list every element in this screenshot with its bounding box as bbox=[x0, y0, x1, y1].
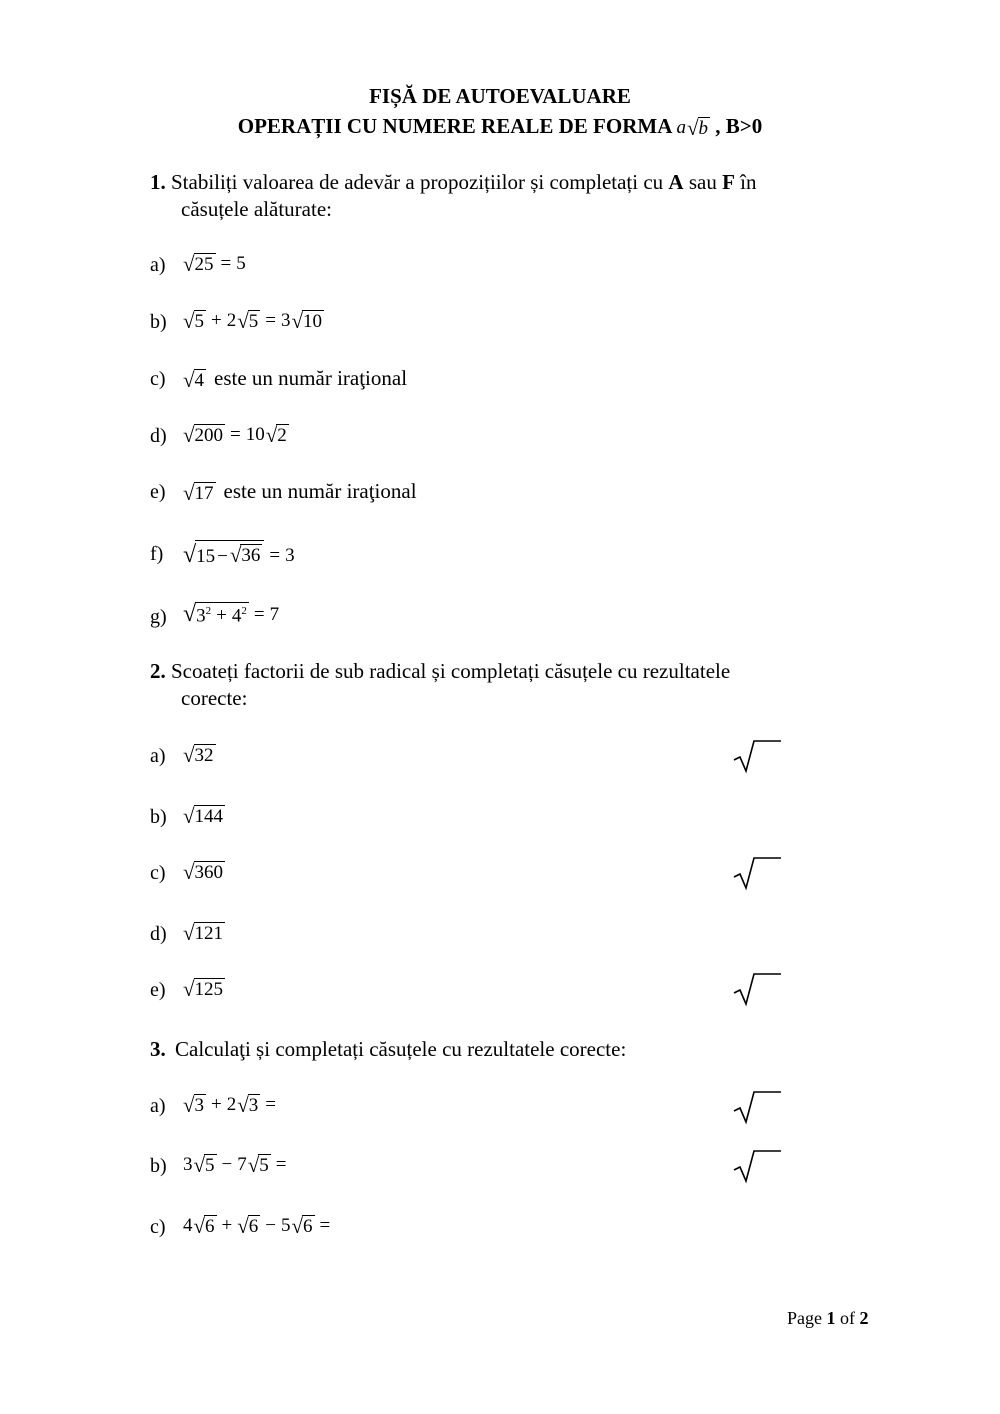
q1-a-expression: √ 25 = 5 bbox=[183, 252, 246, 276]
item-letter: b) bbox=[150, 311, 167, 333]
title-line-1: FIȘĂ DE AUTOEVALUARE bbox=[369, 84, 631, 108]
item-letter: e) bbox=[150, 481, 166, 503]
answer-sqrt-icon[interactable] bbox=[733, 855, 783, 891]
q1-c-expression: √ 4 este un număr iraţional bbox=[183, 366, 408, 392]
q1-f-expression: √ 15 − √ 36 = 3 bbox=[183, 541, 295, 568]
item-letter: b) bbox=[150, 1155, 167, 1177]
item-letter: a) bbox=[150, 1095, 166, 1117]
question-1-number: 1. bbox=[150, 170, 166, 194]
question-3-number: 3. bbox=[150, 1037, 166, 1061]
answer-sqrt-icon[interactable] bbox=[733, 738, 783, 774]
q1-b-expression: √ 5 + 2 √ 5 = 3 √ 10 bbox=[183, 309, 323, 333]
answer-sqrt-icon[interactable] bbox=[733, 971, 783, 1007]
item-letter: d) bbox=[150, 425, 167, 447]
title-formula: a √ b bbox=[676, 116, 708, 140]
q3-b-expression: 3 √ 5 − 7 √ 5 = bbox=[183, 1153, 287, 1177]
q2-b-expression: √ 144 bbox=[183, 803, 224, 828]
q2-a-expression: √ 32 bbox=[183, 742, 214, 767]
q3-a-expression: √ 3 + 2 √ 3 = bbox=[183, 1093, 276, 1117]
item-letter: a) bbox=[150, 254, 166, 276]
title-text: OPERAȚII CU NUMERE REALE DE FORMA bbox=[237, 114, 672, 138]
q2-c-expression: √ 360 bbox=[183, 859, 224, 884]
q1-e-expression: √ 17 este un număr iraţional bbox=[183, 479, 417, 505]
question-2-line-2: corecte: bbox=[181, 686, 248, 710]
item-letter: c) bbox=[150, 1216, 166, 1238]
item-letter: b) bbox=[150, 806, 167, 828]
question-2-number: 2. bbox=[150, 659, 166, 683]
item-letter: g) bbox=[150, 606, 167, 628]
title-suffix: , B>0 bbox=[715, 114, 763, 138]
q3-c-expression: 4 √ 6 + √ 6 − 5 √ 6 = bbox=[183, 1214, 331, 1238]
item-letter: e) bbox=[150, 979, 166, 1001]
answer-sqrt-icon[interactable] bbox=[733, 1089, 783, 1125]
q2-e-expression: √ 125 bbox=[183, 976, 224, 1001]
item-letter: a) bbox=[150, 745, 166, 767]
question-1-line-2: căsuțele alăturate: bbox=[181, 197, 332, 221]
item-letter: f) bbox=[150, 543, 164, 565]
item-letter: d) bbox=[150, 923, 167, 945]
title-line-2 bbox=[0, 114, 1000, 139]
item-letter: c) bbox=[150, 368, 166, 390]
page-footer: Page 1 of 2 bbox=[787, 1308, 869, 1328]
question-2: 2. Scoateți factorii de sub radical și completați căsuțele cu rezultatele bbox=[150, 659, 731, 683]
question-3: 3. Calculaţi și completați căsuțele cu rezultatele corecte: bbox=[150, 1037, 627, 1061]
question-1: 1. Stabiliți valoarea de adevăr a propozițiilor și completați cu A sau F în bbox=[150, 170, 757, 194]
q1-d-expression: √ 200 = 10 √ 2 bbox=[183, 423, 287, 447]
q1-g-expression: √ $3^2 + 4^2$ = 7 bbox=[183, 601, 280, 628]
answer-sqrt-icon[interactable] bbox=[733, 1148, 783, 1184]
item-letter: c) bbox=[150, 862, 166, 884]
q2-d-expression: √ 121 bbox=[183, 920, 224, 945]
